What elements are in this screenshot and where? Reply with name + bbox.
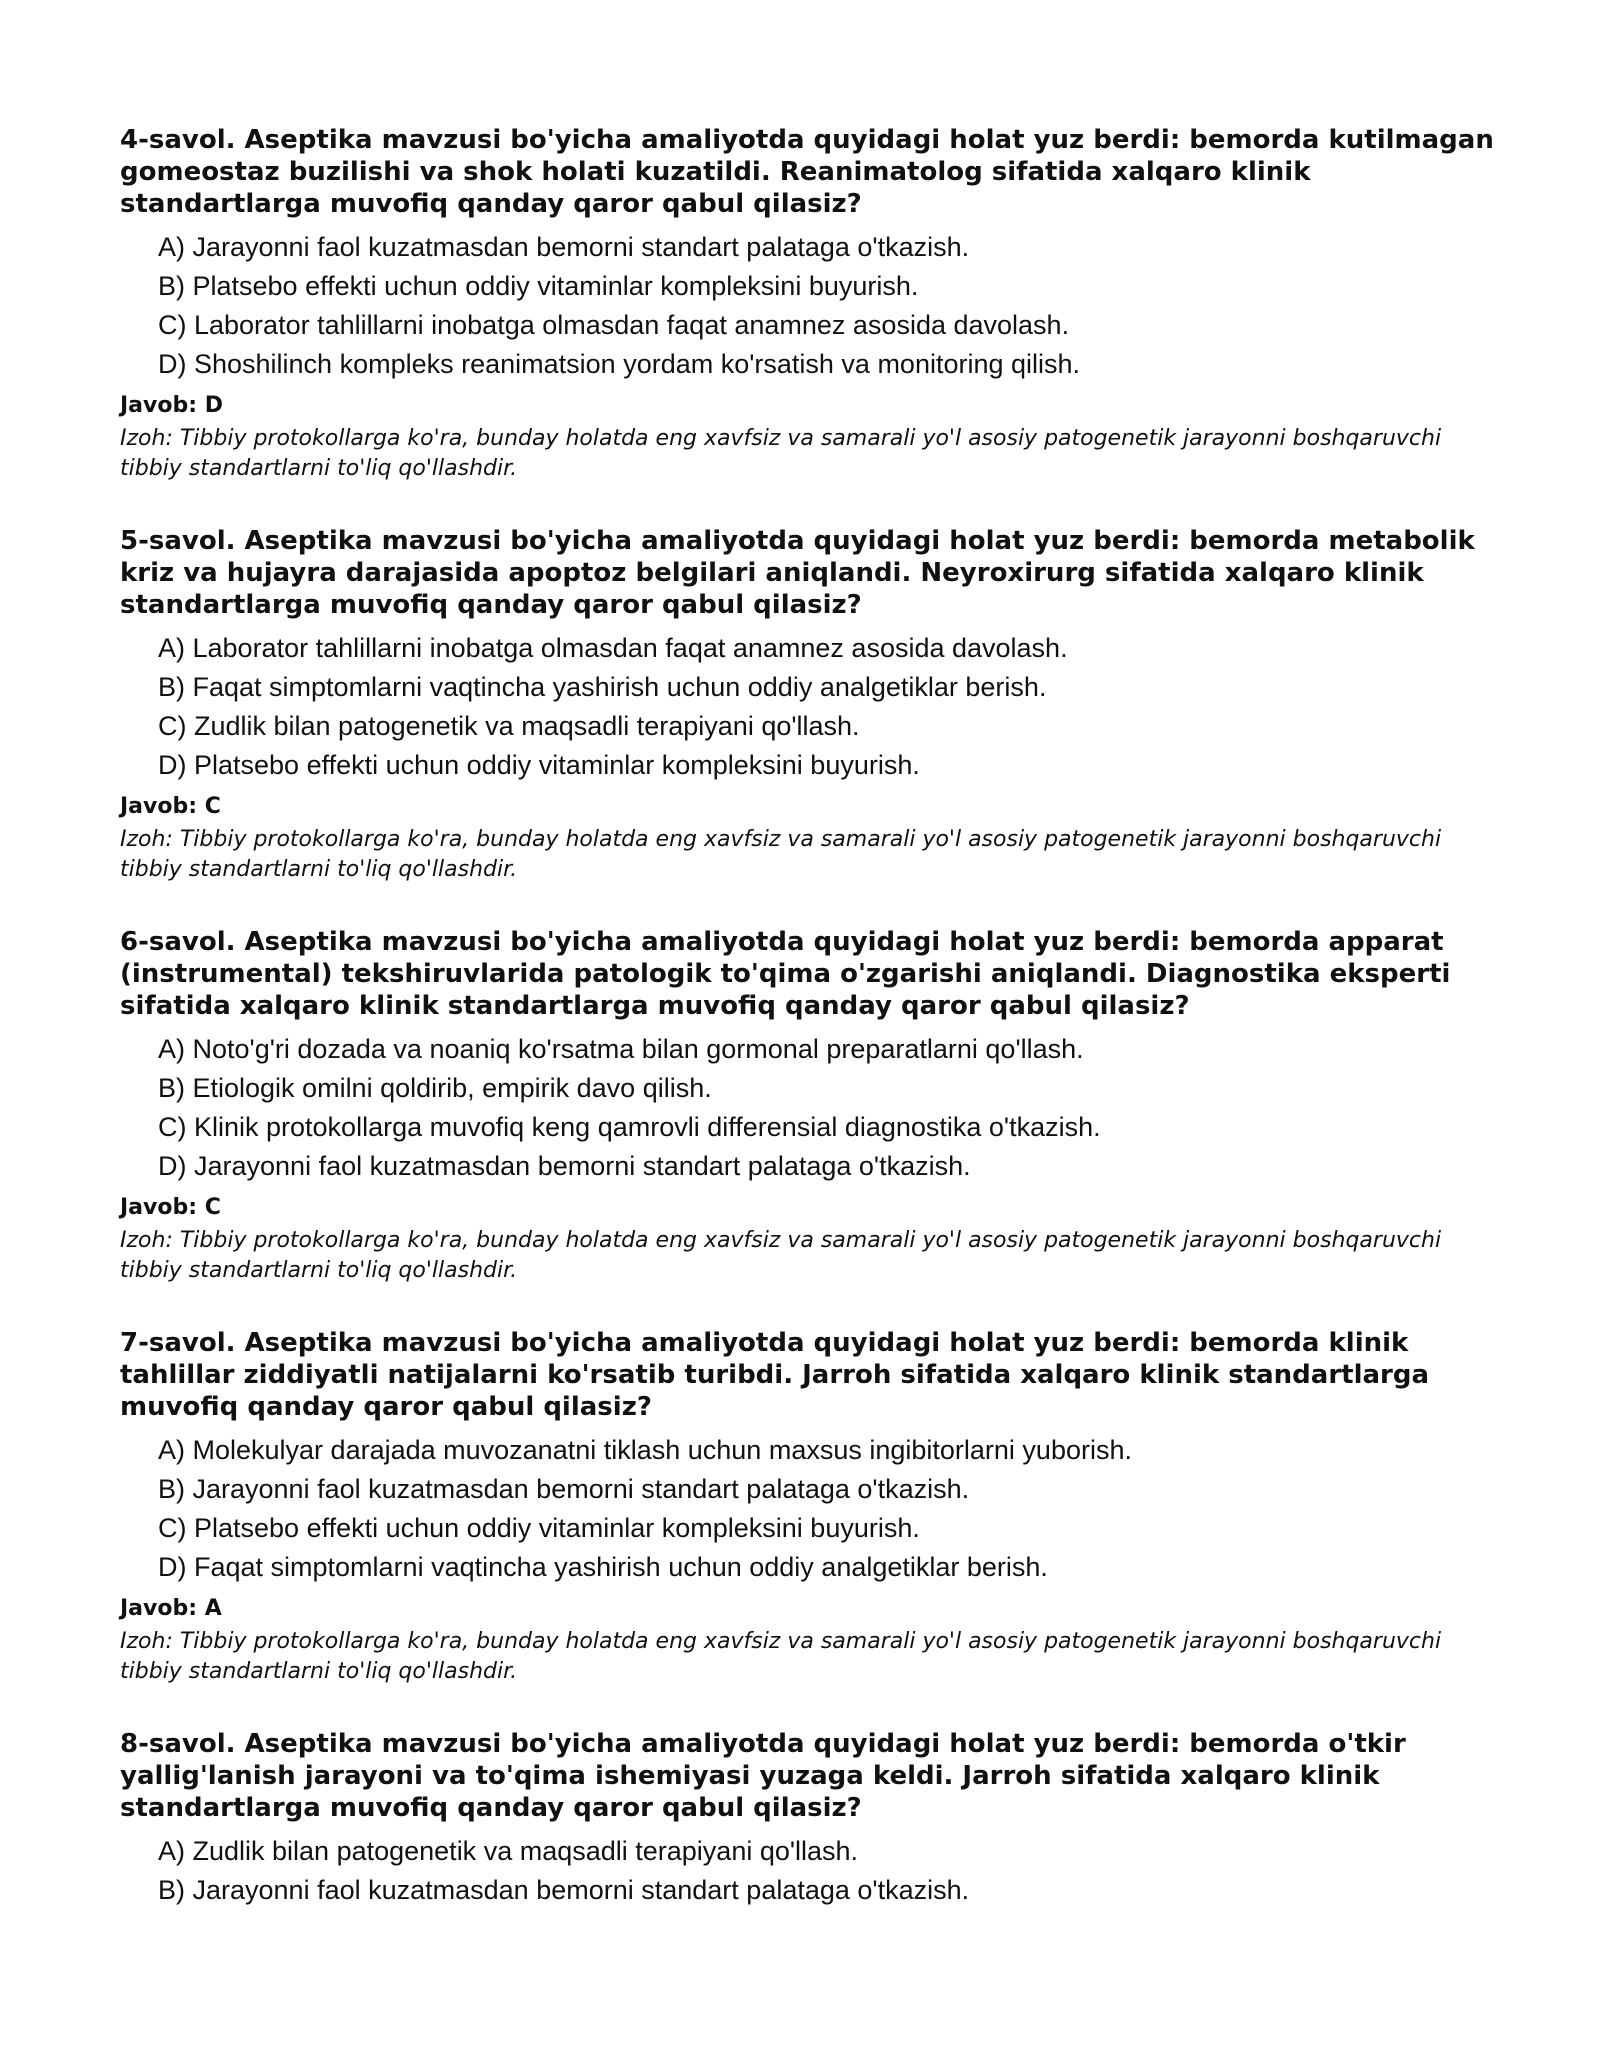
option-a: A) Molekulyar darajada muvozanatni tiklash uchun maxsus ingibitorlarni yuborish. — [158, 1435, 1132, 1465]
explanation: Izoh: Tibbiy protokollarga ko'ra, bunday holatda eng xavfsiz va samarali yo'l asosiy patogenetik jarayonni boshqaruvchi tibbiy standartlarni to'liq qo'llashdir. — [120, 1228, 1442, 1283]
option-a: A) Zudlik bilan patogenetik va maqsadli terapiyani qo'llash. — [158, 1836, 859, 1866]
document-page — [120, 124, 1500, 1951]
question-title: 7-savol. Aseptika mavzusi bo'yicha amaliyotda quyidagi holat yuz berdi: bemorda klinik tahlillar ziddiyatli natijalarni ko'rsatib turibdi. Jarroh sifatida xalqaro klinik standartlarga muvofiq qanday qaror qabul qilasiz? — [120, 1328, 1430, 1422]
options-list — [158, 629, 1500, 785]
question-6 — [120, 926, 1500, 1286]
option-a: A) Laborator tahlillarni inobatga olmasdan faqat anamnez asosida davolash. — [158, 633, 1068, 663]
answer: Javob: A — [120, 1596, 222, 1621]
question-4 — [120, 124, 1500, 484]
answer: Javob: D — [120, 393, 223, 418]
option-b: B) Jarayonni faol kuzatmasdan bemorni standart palataga o'tkazish. — [158, 1474, 970, 1504]
question-7 — [120, 1327, 1500, 1687]
question-title: 5-savol. Aseptika mavzusi bo'yicha amaliyotda quyidagi holat yuz berdi: bemorda metabolik kriz va hujayra darajasida apoptoz belgilari aniqlandi. Neyroxirurg sifatida xalqaro klinik standartlarga muvofiq qanday qaror qabul qilasiz? — [120, 526, 1475, 620]
question-title: 4-savol. Aseptika mavzusi bo'yicha amaliyotda quyidagi holat yuz berdi: bemorda kutilmagan gomeostaz buzilishi va shok holati kuzatildi. Reanimatolog sifatida xalqaro klinik standartlarga muvofiq qanday qaror qabul qilasiz? — [120, 125, 1494, 219]
option-c: C) Laborator tahlillarni inobatga olmasdan faqat anamnez asosida davolash. — [158, 310, 1070, 340]
option-b: B) Jarayonni faol kuzatmasdan bemorni standart palataga o'tkazish. — [158, 1875, 970, 1905]
options-list — [158, 1030, 1500, 1186]
option-d: D) Platsebo effekti uchun oddiy vitaminlar kompleksini buyurish. — [158, 750, 920, 780]
option-c: C) Zudlik bilan patogenetik va maqsadli terapiyani qo'llash. — [158, 711, 860, 741]
option-b: B) Faqat simptomlarni vaqtincha yashirish uchun oddiy analgetiklar berish. — [158, 672, 1047, 702]
options-list — [158, 228, 1500, 384]
explanation: Izoh: Tibbiy protokollarga ko'ra, bunday holatda eng xavfsiz va samarali yo'l asosiy patogenetik jarayonni boshqaruvchi tibbiy standartlarni to'liq qo'llashdir. — [120, 1629, 1442, 1684]
option-c: C) Platsebo effekti uchun oddiy vitaminlar kompleksini buyurish. — [158, 1513, 920, 1543]
option-a: A) Noto'g'ri dozada va noaniq ko'rsatma bilan gormonal preparatlarni qo'llash. — [158, 1034, 1084, 1064]
option-b: B) Etiologik omilni qoldirib, empirik davo qilish. — [158, 1073, 712, 1103]
option-c: C) Klinik protokollarga muvofiq keng qamrovli differensial diagnostika o'tkazish. — [158, 1112, 1101, 1142]
answer: Javob: C — [120, 1195, 221, 1220]
option-a: A) Jarayonni faol kuzatmasdan bemorni standart palataga o'tkazish. — [158, 232, 970, 262]
question-5 — [120, 525, 1500, 885]
option-d: D) Shoshilinch kompleks reanimatsion yordam ko'rsatish va monitoring qilish. — [158, 349, 1081, 379]
options-list — [158, 1431, 1500, 1587]
question-title: 6-savol. Aseptika mavzusi bo'yicha amaliyotda quyidagi holat yuz berdi: bemorda apparat (instrumental) tekshiruvlarida patologik to'qima o'zgarishi aniqlandi. Diagnostika eksperti sifatida xalqaro klinik standartlarga muvofiq qanday qaror qabul qilasiz? — [120, 927, 1451, 1021]
options-list — [158, 1832, 1500, 1910]
answer: Javob: C — [120, 794, 221, 819]
question-8 — [120, 1728, 1500, 1910]
option-d: D) Faqat simptomlarni vaqtincha yashirish uchun oddiy analgetiklar berish. — [158, 1552, 1048, 1582]
option-d: D) Jarayonni faol kuzatmasdan bemorni standart palataga o'tkazish. — [158, 1151, 971, 1181]
question-title: 8-savol. Aseptika mavzusi bo'yicha amaliyotda quyidagi holat yuz berdi: bemorda o'tkir yallig'lanish jarayoni va to'qima ishemiyasi yuzaga keldi. Jarroh sifatida xalqaro klinik standartlarga muvofiq qanday qaror qabul qilasiz? — [120, 1729, 1406, 1823]
option-b: B) Platsebo effekti uchun oddiy vitaminlar kompleksini buyurish. — [158, 271, 919, 301]
explanation: Izoh: Tibbiy protokollarga ko'ra, bunday holatda eng xavfsiz va samarali yo'l asosiy patogenetik jarayonni boshqaruvchi tibbiy standartlarni to'liq qo'llashdir. — [120, 426, 1442, 481]
explanation: Izoh: Tibbiy protokollarga ko'ra, bunday holatda eng xavfsiz va samarali yo'l asosiy patogenetik jarayonni boshqaruvchi tibbiy standartlarni to'liq qo'llashdir. — [120, 827, 1442, 882]
